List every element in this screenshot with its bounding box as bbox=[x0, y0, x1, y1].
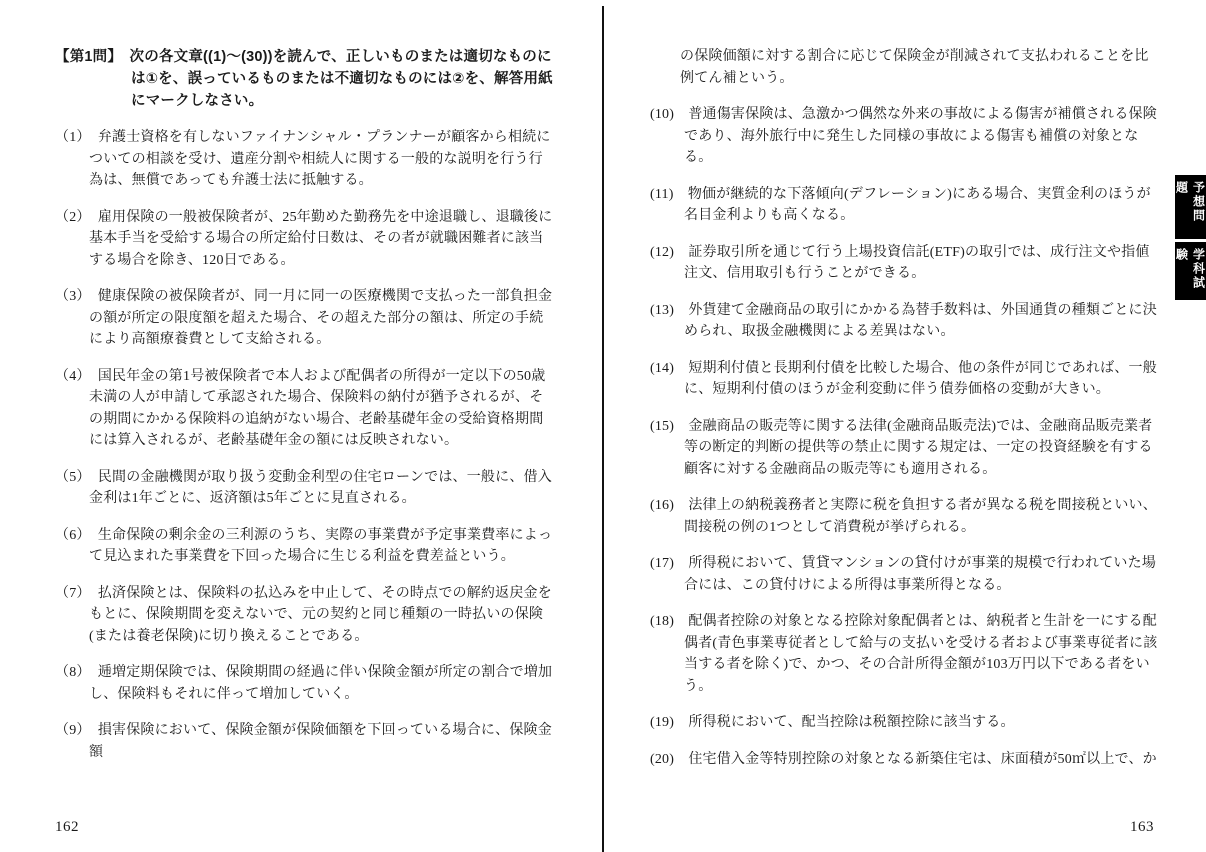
section-heading-label: 【第1問】 bbox=[55, 49, 115, 65]
question-item bbox=[55, 525, 557, 568]
page-divider bbox=[602, 6, 604, 852]
question-number: (20) bbox=[650, 751, 675, 767]
question-number: (11) bbox=[650, 186, 674, 202]
question-text: 逓増定期保険では、保険期間の経過に伴い保険金額が所定の割合で増加し、保険料もそれに伴って増加していく。 bbox=[89, 665, 553, 702]
question-text: 生命保険の剰余金の三利源のうち、実際の事業費が予定事業費率によって見込まれた事業費を下回った場合に生じる利益を費差益という。 bbox=[89, 527, 553, 564]
page-left bbox=[55, 0, 557, 852]
question-text: 払済保険とは、保険料の払込みを中止して、その時点での解約返戻金をもとに、保険期間を変えないで、元の契約と同じ種類の一時払いの保険(または養老保険)に切り換えることである。 bbox=[89, 585, 552, 644]
question-item bbox=[650, 300, 1158, 343]
question-text: 配偶者控除の対象となる控除対象配偶者とは、納税者と生計を一にする配偶者(青色事業専従者として給与の支払いを受ける者および事業専従者に該当する者を除く)で、かつ、その合計所得金額が103万円以下である者をいう。 bbox=[684, 614, 1158, 694]
question-item bbox=[650, 358, 1158, 401]
question-item bbox=[650, 416, 1158, 481]
section-heading-text: 次の各文章((1)～(30))を読んで、正しいものまたは適切なものには①を、誤っているものまたは不適切なものには②を、解答用紙にマークしなさい。 bbox=[129, 49, 553, 109]
page-number-right: 163 bbox=[1130, 819, 1154, 835]
question-text: 外貨建て金融商品の取引にかかる為替手数料は、外国通貨の種類ごとに決められ、取扱金融機関による差異はない。 bbox=[684, 302, 1157, 339]
question-number: (19) bbox=[650, 715, 675, 730]
question-text: 民間の金融機関が取り扱う変動金利型の住宅ローンでは、一般に、借入金利は1年ごとに、返済額は5年ごとに見直される。 bbox=[89, 469, 552, 506]
question-item bbox=[650, 611, 1158, 697]
question-number: （7） bbox=[55, 585, 84, 601]
question-number: (18) bbox=[650, 614, 675, 629]
question-item bbox=[55, 583, 557, 648]
question-text: 金融商品の販売等に関する法律(金融商品販売法)では、金融商品販売業者等の断定的判断の提供等の禁止に関する規定は、一定の投資経験を有する顧客に対する金融商品の販売等にも適用される。 bbox=[684, 418, 1153, 477]
question-item bbox=[55, 720, 557, 763]
question-text: 普通傷害保険は、急激かつ偶然な外来の事故による傷害が補償される保険であり、海外旅行中に発生した同様の事故による傷害も補償の対象となる。 bbox=[684, 107, 1157, 165]
question-item bbox=[55, 286, 557, 351]
question-item bbox=[55, 467, 557, 510]
question-number: （3） bbox=[55, 289, 84, 304]
question-item bbox=[55, 207, 557, 272]
question-text: 損害保険において、保険金額が保険価額を下回っている場合に、保険金額 bbox=[89, 723, 552, 760]
question-number: (13) bbox=[650, 302, 675, 318]
question-number: (17) bbox=[650, 556, 675, 571]
question-item bbox=[55, 366, 557, 452]
question-text: 所得税において、配当控除は税額控除に該当する。 bbox=[688, 715, 1015, 730]
question-number: (16) bbox=[650, 498, 675, 513]
question-number: （9） bbox=[55, 723, 84, 738]
question-number: (15) bbox=[650, 418, 675, 434]
question-number: （1） bbox=[55, 130, 84, 145]
question-item bbox=[55, 662, 557, 705]
question-number: (12) bbox=[650, 244, 675, 260]
question-number: (10) bbox=[650, 107, 675, 122]
question-text: 短期利付債と長期利付債を比較した場合、他の条件が同じであれば、一般に、短期利付債のほうが金利変動に伴う債券価格の変動が大きい。 bbox=[684, 360, 1157, 397]
question-text: 証券取引所を通じて行う上場投資信託(ETF)の取引では、成行注文や指値注文、信用取引も行うことができる。 bbox=[684, 244, 1150, 281]
question-item bbox=[650, 712, 1158, 734]
question-9-continuation: の保険価額に対する割合に応じて保険金が削減されて支払われることを比例てん補という。 bbox=[680, 49, 1149, 86]
question-list-left bbox=[55, 127, 557, 763]
page-right bbox=[650, 0, 1158, 852]
question-text: 弁護士資格を有しないファイナンシャル・プランナーが顧客から相続についての相談を受け、遺産分割や相続人に関する一般的な説明を行う行為は、無償であっても弁護士法に抵触する。 bbox=[89, 130, 551, 188]
question-text: 物価が継続的な下落傾向(デフレーション)にある場合、実質金利のほうが名目金利よりも高くなる。 bbox=[684, 186, 1151, 223]
question-text: 健康保険の被保険者が、同一月に同一の医療機関で支払った一部負担金の額が所定の限度額を超えた場合、その超えた部分の額は、所定の手続により高額療養費として支給される。 bbox=[89, 289, 553, 347]
question-item bbox=[650, 553, 1158, 596]
question-number: （5） bbox=[55, 469, 84, 485]
side-tab-subsection-label: 学科試験 bbox=[1175, 242, 1206, 300]
question-text: 雇用保険の一般被保険者が、25年勤めた勤務先を中途退職し、退職後に基本手当を受給する場合の所定給付日数は、その者が就職困難者に該当する場合を除き、120日である。 bbox=[89, 209, 553, 268]
side-tab bbox=[1175, 175, 1206, 300]
question-number: （6） bbox=[55, 527, 84, 543]
question-number: （2） bbox=[55, 209, 84, 225]
question-number: （8） bbox=[55, 665, 84, 680]
page-number-left: 162 bbox=[55, 819, 79, 835]
question-item bbox=[650, 749, 1158, 771]
question-text: 国民年金の第1号被保険者で本人および配偶者の所得が一定以下の50歳未満の人が申請して承認された場合、保険料の納付が猶予されるが、その期間にかかる保険料の追納がない場合、老齢基礎年金の受給資格期間には算入されるが、老齢基礎年金の額には反映されない。 bbox=[89, 368, 546, 448]
question-item bbox=[650, 242, 1158, 285]
question-item bbox=[650, 184, 1158, 227]
question-item bbox=[650, 495, 1158, 538]
question-item bbox=[650, 104, 1158, 169]
question-text: 住宅借入金等特別控除の対象となる新築住宅は、床面積が50㎡以上で、か bbox=[688, 751, 1157, 767]
side-tab-section-label: 予想問題 bbox=[1175, 175, 1206, 239]
question-text: 所得税において、賃貸マンションの貸付けが事業的規模で行われていた場合には、この貸付けによる所得は事業所得となる。 bbox=[684, 556, 1157, 593]
section-heading bbox=[55, 46, 557, 112]
question-list-right bbox=[650, 104, 1158, 770]
question-text: 法律上の納税義務者と実際に税を負担する者が異なる税を間接税といい、間接税の例の1つとして消費税が挙げられる。 bbox=[684, 498, 1157, 535]
question-number: （4） bbox=[55, 368, 84, 384]
question-item bbox=[55, 127, 557, 192]
question-number: (14) bbox=[650, 360, 675, 376]
